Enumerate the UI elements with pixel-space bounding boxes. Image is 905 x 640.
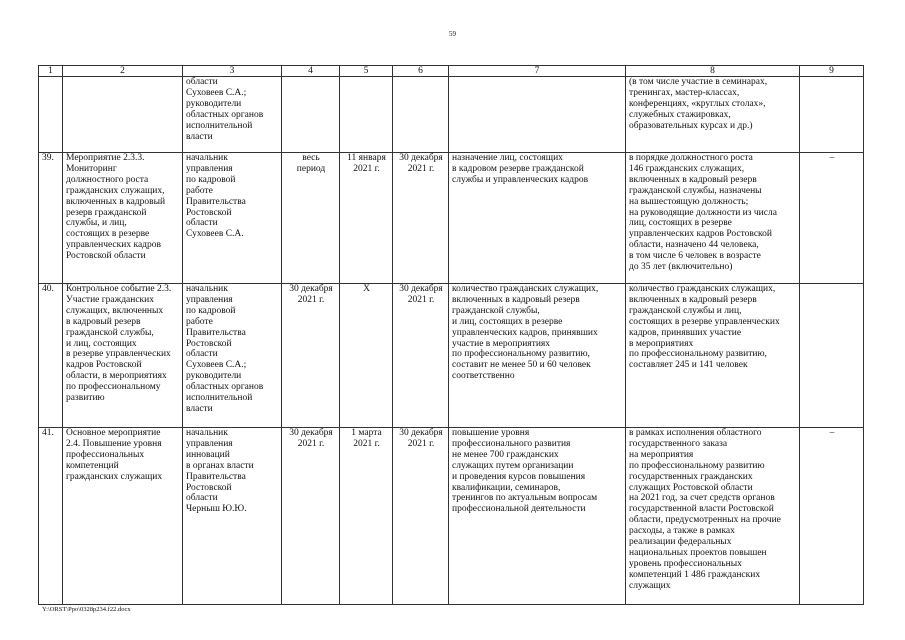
table-row xyxy=(39,153,864,284)
col-header: 8 xyxy=(626,66,800,77)
actual-result-cell: в рамках исполнения областного государственного заказа на мероприятия по профессиональному развитию государственных гражданских служащих Ростовской области на 2021 год, за счет средств органов государственной власти Ростовской области, предусмотренных на прочие расходы, а также в рамках реализации федеральных национальных проектов повышен уровень профессиональных компетенций 1 486 гражданских служащих xyxy=(626,428,800,605)
page-number: 59 xyxy=(449,30,456,38)
row-number: 41. xyxy=(39,428,63,605)
activity-cell: Мероприятие 2.3.3. Мониторинг должностного роста гражданских служащих, включенных в кадровый резерв гражданской службы, и лиц, состоящих в резерве управленческих кадров Ростовской области xyxy=(63,153,183,284)
col-header: 6 xyxy=(393,66,449,77)
row-number: 40. xyxy=(39,284,63,428)
start-date-cell: 11 января 2021 г. xyxy=(340,153,393,284)
table-row xyxy=(39,284,864,428)
notes-cell xyxy=(800,284,864,428)
col-header: 5 xyxy=(340,66,393,77)
period-cell xyxy=(282,77,340,153)
start-date-cell: 1 марта 2021 г. xyxy=(340,428,393,605)
responsible-cell: начальник управления по кадровой работе Правительства Ростовской области Суховеев С.А.; руководители областных органов исполнительной власти xyxy=(183,284,282,428)
period-cell: 30 декабря 2021 г. xyxy=(282,428,340,605)
file-path-footer: Y:\ORST\Ppo\0328p234.f22.docx xyxy=(42,606,131,613)
col-header: 1 xyxy=(39,66,63,77)
end-date-cell: 30 декабря 2021 г. xyxy=(393,153,449,284)
col-header: 2 xyxy=(63,66,183,77)
start-date-cell: Х xyxy=(340,284,393,428)
header-row xyxy=(39,66,864,77)
end-date-cell xyxy=(393,77,449,153)
activity-cell: Основное мероприятие 2.4. Повышение уровня профессиональных компетенций гражданских служащих xyxy=(63,428,183,605)
period-cell: весь период xyxy=(282,153,340,284)
end-date-cell: 30 декабря 2021 г. xyxy=(393,284,449,428)
notes-cell: – xyxy=(800,428,864,605)
row-number xyxy=(39,77,63,153)
expected-result-cell: количество гражданских служащих, включенных в кадровый резерв гражданской службы, и лиц, состоящих в резерве управленческих кадров, принявших участие в мероприятиях по профессиональному развитию, составит не менее 50 и 60 человек соответственно xyxy=(449,284,626,428)
col-header: 9 xyxy=(800,66,864,77)
col-header: 4 xyxy=(282,66,340,77)
report-table xyxy=(38,65,864,605)
notes-cell: – xyxy=(800,153,864,284)
activity-cell xyxy=(63,77,183,153)
actual-result-cell: (в том числе участие в семинарах, тренингах, мастер-классах, конференциях, «круглых столах», служебных стажировках, образовательных курсах и др.) xyxy=(626,77,800,153)
expected-result-cell xyxy=(449,77,626,153)
responsible-cell: начальник управления по кадровой работе Правительства Ростовской области Суховеев С.А. xyxy=(183,153,282,284)
col-header: 7 xyxy=(449,66,626,77)
period-cell: 30 декабря 2021 г. xyxy=(282,284,340,428)
table-row xyxy=(39,428,864,605)
col-header: 3 xyxy=(183,66,282,77)
end-date-cell: 30 декабря 2021 г. xyxy=(393,428,449,605)
start-date-cell xyxy=(340,77,393,153)
expected-result-cell: повышение уровня профессионального развития не менее 700 гражданских служащих путем организации и проведения курсов повышения квалификации, семинаров, тренингов по актуальным вопросам профессиональной деятельности xyxy=(449,428,626,605)
actual-result-cell: в порядке должностного роста 146 гражданских служащих, включенных в кадровый резерв гражданской службы, назначены на вышестоящую должность; на руководящие должности из числа лиц, состоящих в резерве управленческих кадров Ростовской области, назначено 44 человека, в том числе 6 человек в возрасте до 35 лет (включительно) xyxy=(626,153,800,284)
actual-result-cell: количество гражданских служащих, включенных в кадровый резерв гражданской службы и лиц, состоящих в резерве управленческих кадров, принявших участие в мероприятиях по профессиональному развитию, составляет 245 и 141 человек xyxy=(626,284,800,428)
activity-cell: Контрольное событие 2.3. Участие гражданских служащих, включенных в кадровый резерв гражданской службы, и лиц, состоящих в резерве управленческих кадров Ростовской области, в мероприятиях по профессиональному развитию xyxy=(63,284,183,428)
notes-cell xyxy=(800,77,864,153)
responsible-cell: области Суховеев С.А.; руководители областных органов исполнительной власти xyxy=(183,77,282,153)
table-row xyxy=(39,77,864,153)
expected-result-cell: назначение лиц, состоящих в кадровом резерве гражданской службы и управленческих кадров xyxy=(449,153,626,284)
row-number: 39. xyxy=(39,153,63,284)
responsible-cell: начальник управления инноваций в органах власти Правительства Ростовской области Черныш Ю.Ю. xyxy=(183,428,282,605)
